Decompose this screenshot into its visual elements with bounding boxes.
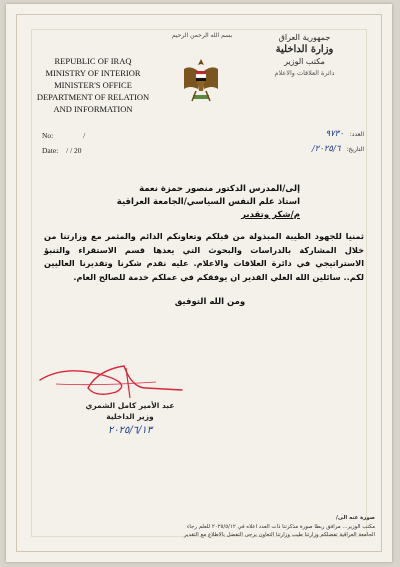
copy-to-line-2: الجامعة العراقية تفضلكم وزارتنا طيب وزارتنا التعاون يرجى التفضل بالاطلاع مع التقدير <box>183 532 375 538</box>
arabic-letterhead-line-4: دائرة العلاقات والاعلام <box>274 69 335 77</box>
reference-number-value: / <box>83 131 86 140</box>
recipient-title: استاذ علم النفس السياسي/الجامعة العراقية <box>116 197 300 207</box>
reference-date-row <box>42 143 85 158</box>
letterhead-line-2: MINISTRY OF INTERIOR <box>45 68 141 78</box>
english-letterhead <box>28 55 158 115</box>
signatory-block <box>70 400 190 422</box>
arabic-letterhead-line-1: جمهورية العراق <box>278 33 331 42</box>
arabic-date-label: التاريخ: <box>346 146 364 153</box>
iraq-eagle-emblem-icon <box>180 55 222 107</box>
arabic-date-value: ٢٠٢٥/٦/ <box>311 144 341 154</box>
letter-closing: ومن الله التوفيق <box>174 297 246 307</box>
arabic-letterhead <box>247 32 362 78</box>
letter-body: ثمنيا للجهود الطيبة المبذولة من قبلكم وتعاونكم الدائم والمثمر مع وزارتنا من خلال المشاركة بالدراسات والبحوث التي يعدها قسم الاستقراء والتنبؤ الاستراتيجي في دائرة العلاقات والاعلام. عليه نقدم شكرنا وتقديرنا العاليين لكم.. سائلين الله العلي القدير ان يوفقكم في عملكم خدمة للصالح العام. <box>44 231 364 282</box>
letterhead-line-1: REPUBLIC OF IRAQ <box>54 56 132 66</box>
letterhead-line-3: MINISTER'S OFFICE <box>54 80 132 90</box>
reference-number-row <box>42 128 85 143</box>
arabic-number-label: العدد: <box>349 131 364 138</box>
arabic-number-row <box>264 127 364 142</box>
arabic-letterhead-line-3: مكتب الوزير <box>284 57 325 66</box>
letterhead-line-5: AND INFORMATION <box>53 104 133 114</box>
signature-date: ٢٠٢٥/٦/١٣ <box>107 425 153 436</box>
arabic-number-value: ٩٧٣٠ <box>325 129 344 139</box>
arabic-letterhead-line-2: وزارة الداخلية <box>275 44 334 55</box>
arabic-reference-block <box>264 127 364 157</box>
signatory-name: عبد الأمير كامل الشمري <box>85 401 175 410</box>
signatory-title: وزير الداخلية <box>106 412 154 421</box>
recipient-block <box>80 183 300 222</box>
copy-to-line-1: مكتب الوزير... مرافق ربطا صورة مذكرتنا ذات العدد اعلاه في ٢٠٢٥/٥/١٢ للعلم رجاء <box>186 523 375 530</box>
copy-to-heading: صورة عنه الى/ <box>335 515 375 521</box>
letter-subject: م/شكر وتقدير <box>241 210 300 220</box>
reference-number-label: No: <box>42 131 54 140</box>
reference-date-label: Date: <box>42 146 59 155</box>
english-reference-block <box>42 128 85 158</box>
reference-date-value: / / 20 <box>66 146 82 155</box>
letterhead-line-4: DEPARTMENT OF RELATION <box>36 92 150 102</box>
arabic-date-row <box>264 142 364 157</box>
copy-to-footer <box>40 514 375 540</box>
basmala: بسم الله الرحمن الرحيم <box>171 32 233 39</box>
recipient-name: إلى/المدرس الدكتور منصور حمزة نعمة <box>139 184 300 194</box>
